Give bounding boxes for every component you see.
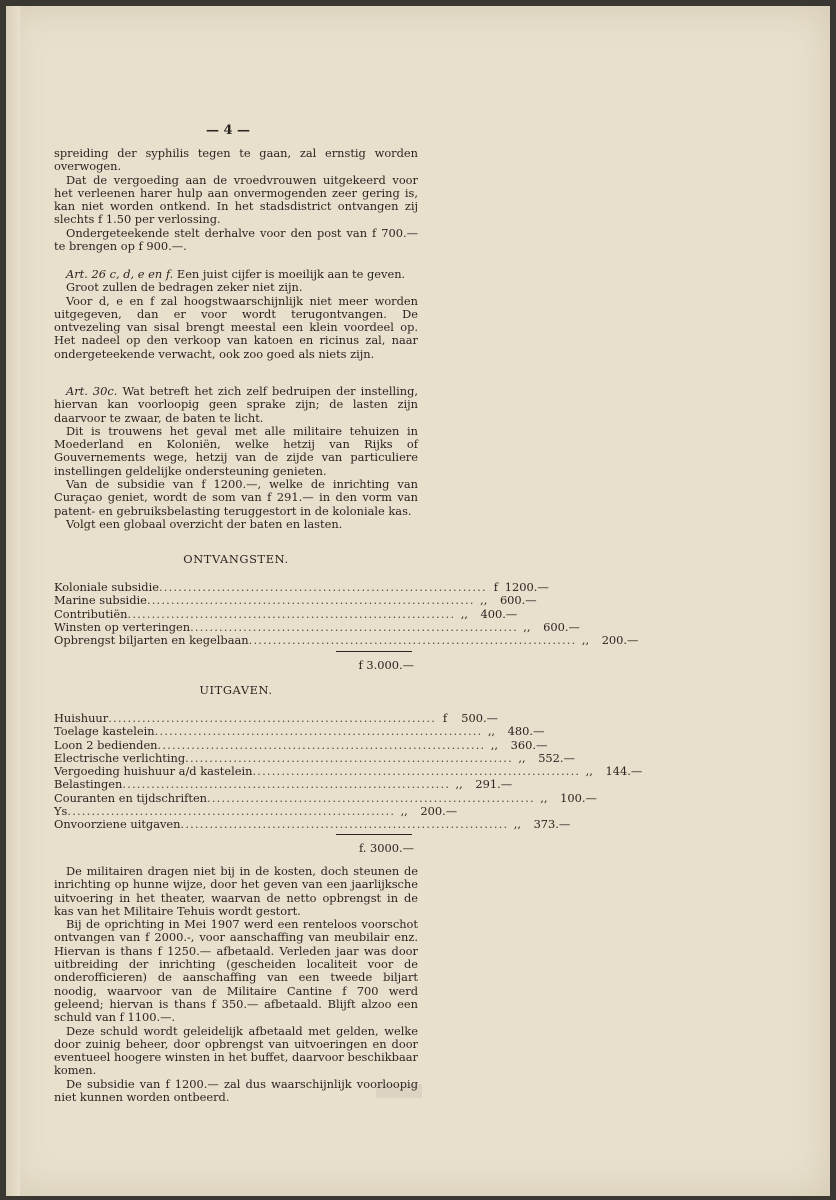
row-amount: 600.— bbox=[543, 619, 580, 634]
row-currency: ,, bbox=[400, 804, 408, 819]
row-currency: ,, bbox=[585, 764, 593, 779]
leader-dots: .................................................................... bbox=[146, 593, 475, 608]
leader-dots: .................................................................... bbox=[154, 724, 483, 739]
row-currency: ,, bbox=[540, 790, 548, 805]
row-currency: ,, bbox=[581, 633, 590, 648]
row-amount: 291.— bbox=[475, 777, 513, 792]
ontvangsten-total: f 3.000.— bbox=[358, 658, 414, 672]
table-row bbox=[54, 711, 499, 725]
row-currency: f bbox=[493, 580, 498, 594]
row-amount: 360.— bbox=[510, 737, 548, 752]
uitgaven-total-rule bbox=[336, 834, 412, 835]
row-amount: 144.— bbox=[605, 764, 643, 779]
leader-dots: .................................................................... bbox=[207, 790, 535, 805]
row-amount: 500.— bbox=[461, 711, 499, 725]
row-label: Koloniale subsidie bbox=[54, 580, 159, 594]
row-label: Marine subsidie bbox=[54, 593, 147, 608]
art26-paragraph-3: Voor d, e en f zal hoogstwaarschijnlijk niet meer worden uitgegeven, dan er voor wordt terugontvangen. De ontvezeling van sisal brengt meestal een klein voordeel op. Het nadeel op den verkoop van katoen en ricinus zal, naar ondergeteekende verwacht, ook zoo goed als niets zijn. bbox=[54, 293, 418, 361]
leader-dots: .................................................................... bbox=[158, 580, 487, 594]
art30-section bbox=[54, 385, 418, 531]
row-label: Winsten op verteringen bbox=[54, 619, 191, 634]
leader-dots: .................................................................... bbox=[122, 777, 451, 792]
art30-paragraph-1 bbox=[54, 385, 418, 425]
table-row bbox=[54, 606, 518, 621]
row-label: Contributiën bbox=[54, 606, 128, 621]
document-page bbox=[6, 6, 830, 1196]
row-amount: 373.— bbox=[533, 817, 571, 832]
leader-dots: .................................................................... bbox=[185, 750, 513, 765]
leader-dots: .................................................................... bbox=[67, 804, 396, 819]
row-label: Belastingen bbox=[54, 777, 123, 792]
closing-section bbox=[54, 865, 418, 1104]
art26-text-1: Een juist cijfer is moeilijk aan te geven. bbox=[176, 267, 406, 281]
row-label: Electrische verlichting bbox=[54, 750, 186, 765]
table-row bbox=[54, 777, 513, 792]
leader-dots: .................................................................... bbox=[248, 633, 577, 648]
row-currency: ,, bbox=[513, 817, 521, 832]
art26-paragraph-1 bbox=[54, 268, 418, 281]
row-amount: 100.— bbox=[560, 790, 597, 805]
row-currency: ,, bbox=[487, 724, 496, 739]
row-currency: ,, bbox=[490, 737, 498, 752]
art30-label: Art. 30c. bbox=[66, 384, 118, 398]
row-label: Opbrengst biljarten en kegelbaan bbox=[54, 633, 249, 648]
row-label: Toelage kastelein bbox=[54, 724, 155, 739]
page-fold-shadow bbox=[6, 6, 20, 1196]
ontvangsten-table bbox=[54, 580, 639, 648]
row-currency: ,, bbox=[523, 619, 531, 634]
leader-dots: .................................................................... bbox=[127, 606, 456, 621]
leader-dots: .................................................................... bbox=[108, 711, 437, 725]
row-amount: 552.— bbox=[538, 750, 575, 765]
table-row bbox=[54, 737, 548, 752]
ontvangsten-total-rule bbox=[336, 651, 412, 652]
table-row bbox=[54, 580, 549, 594]
leader-dots: .................................................................... bbox=[157, 737, 486, 752]
row-currency: ,, bbox=[518, 750, 526, 765]
table-row bbox=[54, 790, 597, 805]
closing-paragraph-1: De militairen dragen niet bij in de kosten, doch steunen de inrichting op hunne wijze, door het geven van een jaarlijksche uitvoering in het theater, waarvan de netto opbrengst in de kas van het Militaire Tehuis wordt gestort. bbox=[54, 864, 418, 918]
row-label: Couranten en tijdschriften bbox=[54, 790, 208, 805]
closing-paragraph-4: De subsidie van f 1200.— zal dus waarschijnlijk voorloopig niet kunnen worden ontbeerd. bbox=[54, 1076, 418, 1105]
intro-paragraph-1: spreiding der syphilis tegen te gaan, zal ernstig worden overwogen. bbox=[54, 146, 418, 174]
intro-section bbox=[54, 147, 418, 253]
art30-paragraph-4: Volgt een globaal overzicht der baten en lasten. bbox=[66, 516, 343, 531]
table-row bbox=[54, 619, 580, 634]
intro-paragraph-2: Dat de vergoeding aan de vroedvrouwen uitgekeerd voor het verleenen harer hulp aan onvermogenden zeer gering is, kan niet worden ontkend. In het stadsdistrict ontvangen zij slechts f 1.50 per verlossing. bbox=[54, 172, 418, 227]
art30-text-1: Wat betreft het zich zelf bedruipen der instelling, hiervan kan voorloopig geen sprake zijn; de lasten zijn daarvoor te zwaar, de baten te licht. bbox=[54, 384, 418, 425]
row-label: Ys bbox=[54, 804, 68, 819]
table-row bbox=[54, 750, 575, 765]
art26-section bbox=[54, 268, 418, 361]
row-amount: 200.— bbox=[601, 633, 639, 648]
art30-paragraph-3: Van de subsidie van f 1200.—, welke de inrichting van Curaçao geniet, wordt de som van f 291.— in den vorm van patent- en gebruiksbelasting teruggestort in de koloniale kas. bbox=[54, 477, 418, 518]
uitgaven-heading: UITGAVEN. bbox=[199, 683, 273, 697]
row-currency: ,, bbox=[480, 593, 488, 608]
row-currency: f bbox=[442, 711, 448, 725]
uitgaven-total: f. 3000.— bbox=[358, 841, 414, 855]
row-label: Vergoeding huishuur a/d kastelein bbox=[54, 764, 253, 779]
table-row bbox=[54, 804, 458, 819]
closing-paragraph-3: Deze schuld wordt geleidelijk afbetaald met gelden, welke door zuinig beheer, door opbrengst van uitvoeringen en door eventueel hoogere winsten in het buffet, daarvoor beschikbaar komen. bbox=[54, 1023, 418, 1078]
art26-label: Art. 26 c, d, e en f. bbox=[66, 267, 174, 281]
row-amount: 1200.— bbox=[504, 580, 549, 594]
row-label: Onvoorziene uitgaven bbox=[54, 817, 181, 832]
art30-paragraph-2: Dit is trouwens het geval met alle militaire tehuizen in Moederland en Koloniën, welke hetzij van Rijks of Gouvernements wege, hetzij van de zijde van particuliere instellingen geldelijke ondersteuning genieten. bbox=[54, 423, 418, 478]
ontvangsten-heading: ONTVANGSTEN. bbox=[183, 552, 289, 566]
table-row bbox=[54, 764, 643, 779]
table-row bbox=[54, 817, 571, 832]
leader-dots: .................................................................... bbox=[252, 764, 581, 779]
uitgaven-table bbox=[54, 711, 643, 832]
table-row bbox=[54, 633, 639, 648]
row-currency: ,, bbox=[460, 606, 468, 621]
row-currency: ,, bbox=[455, 777, 463, 792]
leader-dots: .................................................................... bbox=[180, 817, 509, 832]
art26-paragraph-2: Groot zullen de bedragen zeker niet zijn. bbox=[66, 280, 303, 295]
table-row bbox=[54, 593, 537, 608]
row-amount: 400.— bbox=[480, 606, 518, 621]
row-amount: 200.— bbox=[420, 804, 458, 819]
page-number: — 4 — bbox=[205, 123, 251, 138]
table-row bbox=[54, 724, 545, 739]
leader-dots: .................................................................... bbox=[190, 619, 518, 634]
intro-paragraph-3: Ondergeteekende stelt derhalve voor den post van f 700.— te brengen op f 900.—. bbox=[54, 225, 418, 254]
row-label: Huishuur bbox=[54, 711, 109, 725]
row-label: Loon 2 bedienden bbox=[54, 737, 158, 752]
row-amount: 480.— bbox=[507, 724, 545, 739]
row-amount: 600.— bbox=[499, 593, 537, 608]
closing-paragraph-2: Bij de oprichting in Mei 1907 werd een renteloos voorschot ontvangen van f 2000.-, voor aanschaffing van meubilair enz. Hiervan is thans f 1250.— afbetaald. Verleden jaar was door uitbreiding der inrichting (gescheiden localiteit voor de onderofficieren) de aanschaffing van een tweede biljart noodig, waarvoor van de Militaire Cantine f 700 werd geleend; hiervan is thans f 350.— afbetaald. Blijft alzoo een schuld van f 1100.—. bbox=[54, 917, 418, 1025]
